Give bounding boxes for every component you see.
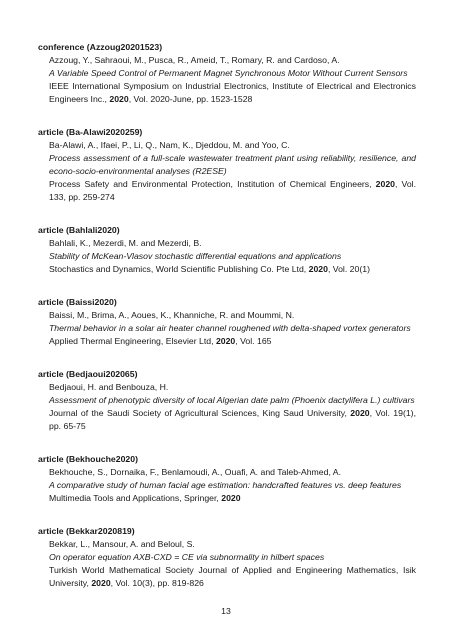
bib-entry <box>38 368 416 433</box>
entry-header <box>38 224 416 237</box>
entry-body <box>38 538 416 590</box>
entry-kind: article <box>38 526 64 536</box>
entry-title: A Variable Speed Control of Permanent Magnet Synchronous Motor Without Current Sensors <box>49 68 408 78</box>
entry-authors: Ba-Alawi, A., Ifaei, P., Li, Q., Nam, K., Djeddou, M. and Yoo, C. <box>49 140 290 150</box>
entry-key: (Bahlali2020) <box>66 225 120 235</box>
entry-venue <box>49 80 416 106</box>
bib-entry <box>38 41 416 106</box>
entry-header <box>38 368 416 381</box>
entry-title: On operator equation AXB-CXD = CE via subnormality in hilbert spaces <box>49 552 325 562</box>
entry-year: 2020 <box>221 493 241 503</box>
entry-year: 2020 <box>109 94 129 104</box>
entry-title: Assessment of phenotypic diversity of local Algerian date palm (Phoenix dactylifera L.) cultivars <box>49 395 415 405</box>
bib-entry <box>38 453 416 505</box>
page-number: 13 <box>221 606 231 616</box>
bib-entry <box>38 296 416 348</box>
entry-header <box>38 453 416 466</box>
entry-header <box>38 41 416 54</box>
entry-authors: Azzoug, Y., Sahraoui, M., Pusca, R., Ameid, T., Romary, R. and Cardoso, A. <box>49 55 340 65</box>
entry-authors: Bekkar, L., Mansour, A. and Beloul, S. <box>49 539 195 549</box>
venue-text: Multimedia Tools and Applications, Springer, <box>49 493 222 503</box>
entry-body <box>38 466 416 505</box>
entry-key: (Bedjaoui202065) <box>66 369 138 379</box>
venue-text: Process Safety and Environmental Protection, Institution of Chemical Engineers, <box>49 179 376 189</box>
entry-body <box>38 54 416 106</box>
entry-kind: article <box>38 454 64 464</box>
entry-authors: Bahlali, K., Mezerdi, M. and Mezerdi, B. <box>49 238 202 248</box>
entry-body <box>38 309 416 348</box>
venue-text: Turkish World Mathematical Society Journal of Applied and Engineering Mathematics, Isik University, <box>49 565 416 588</box>
entry-kind: article <box>38 297 64 307</box>
venue-text: Journal of the Saudi Society of Agricultural Sciences, King Saud University, <box>49 408 351 418</box>
entry-title: A comparative study of human facial age estimation: handcrafted features vs. deep features <box>49 480 402 490</box>
entry-venue <box>49 407 416 433</box>
entry-title: Thermal behavior in a solar air heater channel roughened with delta-shaped vortex generators <box>49 323 411 333</box>
entry-header <box>38 525 416 538</box>
entry-body <box>38 237 416 276</box>
entry-authors: Bekhouche, S., Dornaika, F., Benlamoudi, A., Ouafi, A. and Taleb-Ahmed, A. <box>49 467 342 477</box>
entry-body <box>38 381 416 433</box>
venue-rest: , Vol. 10(3), pp. 819-826 <box>110 578 204 588</box>
bib-entry <box>38 525 416 590</box>
entry-header <box>38 126 416 139</box>
venue-rest: , Vol. 20(1) <box>327 264 370 274</box>
venue-rest: , Vol. 133, pp. 259-274 <box>49 179 416 202</box>
entry-key: (Azzoug20201523) <box>86 42 163 52</box>
entry-venue <box>49 492 416 505</box>
entry-authors: Bedjaoui, H. and Benbouza, H. <box>49 382 169 392</box>
entry-body <box>38 139 416 204</box>
entry-year: 2020 <box>350 408 370 418</box>
entry-header <box>38 296 416 309</box>
venue-rest: , Vol. 19(1), pp. 65-75 <box>49 408 416 431</box>
entry-year: 2020 <box>375 179 395 189</box>
venue-rest: , Vol. 2020-June, pp. 1523-1528 <box>128 94 253 104</box>
entry-key: (Ba-Alawi2020259) <box>66 127 143 137</box>
bib-entry <box>38 126 416 204</box>
venue-rest: , Vol. 165 <box>235 336 272 346</box>
entry-year: 2020 <box>308 264 328 274</box>
entry-key: (Bekhouche2020) <box>66 454 138 464</box>
entry-kind: article <box>38 225 64 235</box>
entry-key: (Bekkar2020819) <box>66 526 135 536</box>
bibliography-list <box>38 41 416 610</box>
venue-text: Stochastics and Dynamics, World Scientific Publishing Co. Pte Ltd, <box>49 264 309 274</box>
entry-venue <box>49 263 416 276</box>
entry-title: Stability of McKean-Vlasov stochastic differential equations and applications <box>49 251 342 261</box>
venue-text: IEEE International Symposium on Industrial Electronics, Institute of Electrical and Electronics Engineers Inc., <box>49 81 416 104</box>
venue-text: Applied Thermal Engineering, Elsevier Ltd, <box>49 336 216 346</box>
entry-venue <box>49 178 416 204</box>
entry-kind: article <box>38 369 64 379</box>
entry-venue <box>49 564 416 590</box>
entry-year: 2020 <box>91 578 111 588</box>
entry-kind: conference <box>38 42 85 52</box>
entry-year: 2020 <box>215 336 236 346</box>
entry-key: (Baissi2020) <box>66 297 117 307</box>
entry-authors: Baissi, M., Brima, A., Aoues, K., Khanniche, R. and Moummi, N. <box>49 310 295 320</box>
bib-entry <box>38 224 416 276</box>
entry-kind: article <box>38 127 64 137</box>
entry-title: Process assessment of a full-scale wastewater treatment plant using reliability, resilience, and econo-socio-environmental analyses (R2ESE) <box>49 153 416 176</box>
entry-venue <box>49 335 416 348</box>
